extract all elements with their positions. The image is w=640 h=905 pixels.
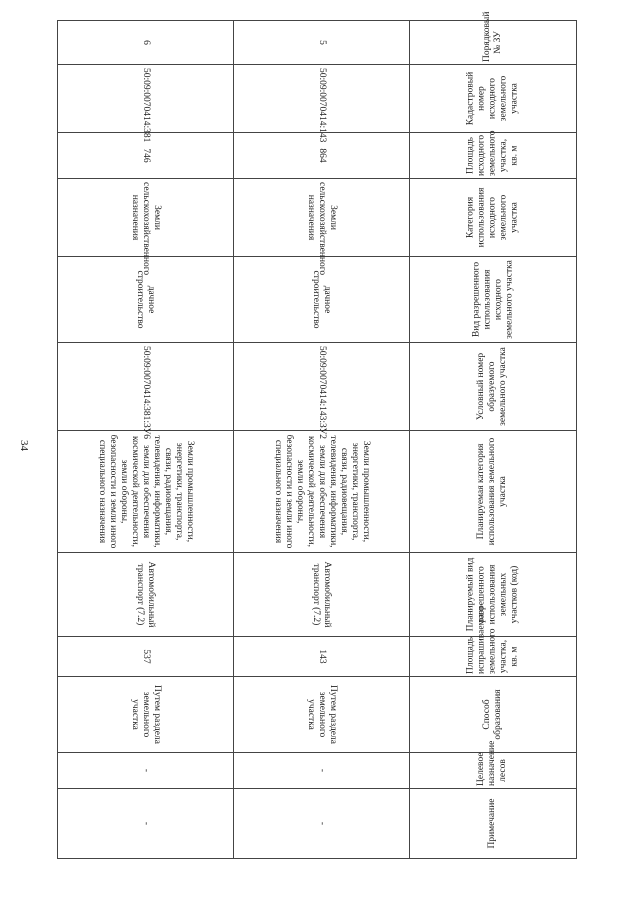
land-plots-table-wrapper (57, 11, 577, 858)
header-area-source: Площадь исходного земельного участка, кв. м (465, 130, 520, 176)
cell-number: 5 (234, 21, 410, 65)
cell-category-source: Земли сельскохозяйственного назначения (234, 179, 410, 257)
header-cell (410, 65, 577, 133)
header-cell (410, 553, 577, 637)
header-note: Примечание (487, 798, 498, 849)
cell-cadastral: 50:09:0070414:143 (234, 65, 410, 133)
header-cell (410, 343, 577, 431)
header-number: Порядковый № ЗУ (482, 11, 503, 62)
cell-number: 6 (58, 21, 234, 65)
header-cell (410, 130, 577, 179)
header-cell (410, 257, 577, 343)
cell-planned-category: Земли промышленности, энергетики, транспорта, связи, радиовещания, телевидения, информатики, земли для обеспечения космической деятельности, земли обороны, безопасности и земли иного специального назначения (58, 431, 234, 553)
cell-planned-use: Автомобильный транспорт (7.2) (234, 553, 410, 637)
cell-forest-purpose: - (234, 753, 410, 789)
header-cell (410, 11, 577, 65)
cell-planned-use: Автомобильный транспорт (7.2) (58, 553, 234, 637)
table-header-row (410, 21, 577, 859)
header-planned-category: Планируемая категория использования земельного участка (476, 437, 509, 546)
table-row (234, 21, 410, 859)
cell-note: - (234, 789, 410, 859)
land-plots-table (57, 11, 577, 859)
cell-note: - (58, 789, 234, 859)
cell-method: Путем раздела земельного участка (234, 677, 410, 753)
header-conditional-number: Условный номер образуемого земельного участка (476, 347, 509, 426)
header-category-source: Категория использования исходного земельного участка (465, 187, 520, 248)
land-plots-table-rotated (57, 11, 577, 858)
cell-cadastral: 50:09:0070414:381 (58, 65, 234, 133)
header-cell (410, 740, 577, 789)
header-cadastral: Кадастровый номер исходного земельного участка (465, 71, 520, 126)
header-forest-purpose: Целевое назначение лесов (476, 740, 509, 786)
cell-use-source: дачное строительство (234, 257, 410, 343)
header-planned-use: Планируемый вид разрешенного использования земельных участков (код) (465, 557, 520, 632)
cell-use-source: дачное строительство (58, 257, 234, 343)
cell-area-source: 864 (234, 133, 410, 179)
cell-area-requested: 143 (234, 637, 410, 677)
cell-category-source: Земли сельскохозяйственного назначения (58, 179, 234, 257)
header-method: Способ образования (482, 689, 503, 740)
cell-method: Путем раздела земельного участка (58, 677, 234, 753)
header-cell (410, 789, 577, 859)
cell-planned-category: Земли промышленности, энергетики, транспорта, связи, радиовещания, телевидения, информатики, земли для обеспечения космической деятельности, земли обороны, безопасности и земли иного специального назначения (234, 431, 410, 553)
cell-conditional-number: 50:09:0070414:143:ЗУ2 (234, 343, 410, 431)
table-row (58, 21, 234, 859)
page-number: 34 (18, 440, 30, 451)
cell-forest-purpose: - (58, 753, 234, 789)
header-cell (410, 179, 577, 257)
header-cell (410, 606, 577, 677)
cell-conditional-number: 50:09:0070414:381:ЗУ6 (58, 343, 234, 431)
header-area-requested: Площадь испрашиваемого земельного участка, кв. м (465, 606, 520, 674)
header-cell (410, 431, 577, 553)
cell-area-requested: 537 (58, 637, 234, 677)
cell-area-source: 746 (58, 133, 234, 179)
header-use-source: Вид разрешенного использования исходного земельного участка (471, 260, 514, 339)
